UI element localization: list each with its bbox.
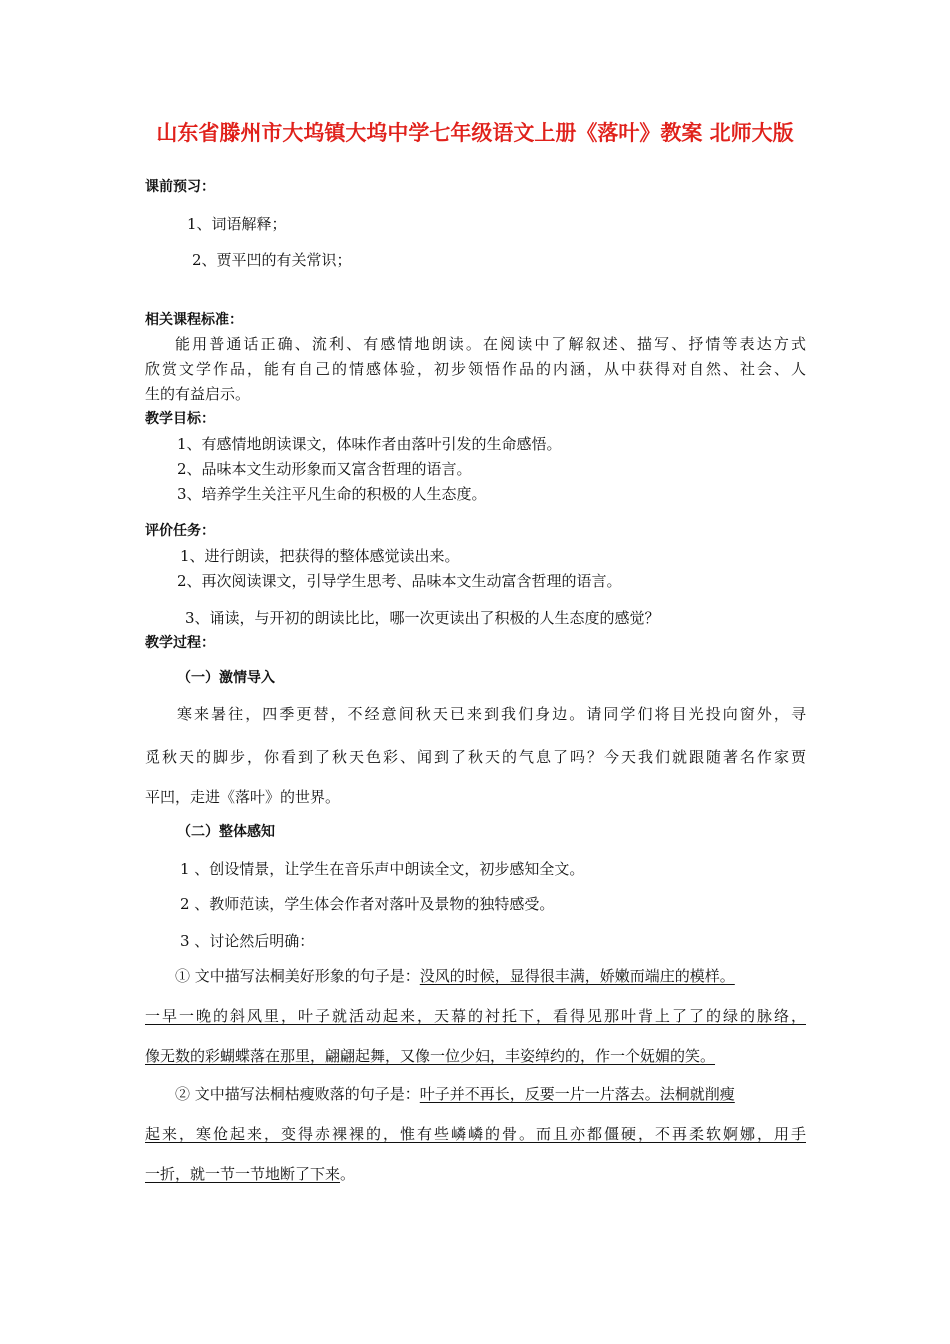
goal-item-2: 2、品味本文生动形象而又富含哲理的语言。 — [177, 460, 472, 478]
standards-line-2: 欣赏文学作品，能有自己的情感体验，初步领悟作品的内涵，从中获得对自然、社会、人 — [145, 360, 806, 378]
preview-item-2: 2、贾平凹的有关常识； — [192, 251, 352, 269]
preview-heading: 课前预习： — [145, 179, 215, 195]
process-heading: 教学过程： — [145, 635, 215, 651]
point2-period: 。 — [340, 1165, 356, 1183]
section2-item-1: 1 、创设情景，让学生在音乐声中朗读全文，初步感知全文。 — [180, 860, 585, 878]
section1-heading: （一）激情导入 — [177, 670, 275, 686]
standards-line-1: 能用普通话正确、流利、有感情地朗读。在阅读中了解叙述、描写、抒情等表达方式 — [175, 335, 806, 353]
goal-item-3: 3、培养学生关注平凡生命的积极的人生态度。 — [177, 485, 487, 503]
section1-line-3: 平凹，走进《落叶》的世界。 — [145, 788, 341, 806]
point2-line-2: 起来，寒伧起来，变得赤裸裸的，惟有些嶙嶙的骨。而且亦都僵硬，不再柔软婀娜，用手 — [145, 1125, 806, 1143]
page-title: 山东省滕州市大坞镇大坞中学七年级语文上册《落叶》教案 北师大版 — [156, 121, 794, 145]
standards-line-3: 生的有益启示。 — [145, 385, 251, 403]
point1-line-3: 像无数的彩蝴蝶落在那里，翩翩起舞，又像一位少妇，丰姿绰约的，作一个妩媚的笑。 — [145, 1047, 716, 1065]
evaluation-item-1: 1、进行朗读，把获得的整体感觉读出来。 — [180, 547, 460, 565]
point1-prefix: ① 文中描写法桐美好形象的句子是： — [175, 967, 420, 985]
point2-line-1 — [175, 1084, 735, 1104]
point1-line-2: 一早一晚的斜风里，叶子就活动起来，天幕的衬托下，看得见那叶背上了了的绿的脉络， — [145, 1007, 806, 1025]
section1-line-1: 寒来暑往，四季更替，不经意间秋天已来到我们身边。请同学们将目光投向窗外，寻 — [177, 705, 806, 723]
evaluation-heading: 评价任务： — [145, 523, 215, 539]
evaluation-item-2: 2、再次阅读课文，引导学生思考、品味本文生动富含哲理的语言。 — [177, 572, 622, 590]
section2-item-3: 3 、讨论然后明确： — [180, 932, 315, 950]
point2-quote-start: 叶子并不再长，反要一片一片落去。法桐就削瘦 — [419, 1085, 735, 1103]
point2-line-3 — [145, 1164, 355, 1184]
point1-quote-start: 没风的时候，显得很丰满，娇嫩而端庄的模样。 — [419, 967, 735, 985]
evaluation-item-3: 3、诵读，与开初的朗读比比，哪一次更读出了积极的人生态度的感觉？ — [185, 609, 660, 627]
section2-item-2: 2 、教师范读，学生体会作者对落叶及景物的独特感受。 — [180, 895, 555, 913]
point1-line-1 — [175, 966, 735, 986]
standards-heading: 相关课程标准： — [145, 312, 243, 328]
goals-heading: 教学目标： — [145, 411, 215, 427]
point2-prefix: ② 文中描写法桐枯瘦败落的句子是： — [175, 1085, 420, 1103]
section2-heading: （二）整体感知 — [177, 824, 275, 840]
point2-quote-end: 一折，就一节一节地断了下来 — [145, 1165, 341, 1183]
section1-line-2: 觅秋天的脚步，你看到了秋天色彩、闻到了秋天的气息了吗？今天我们就跟随著名作家贾 — [145, 748, 806, 766]
goal-item-1: 1、有感情地朗读课文，体味作者由落叶引发的生命感悟。 — [177, 435, 562, 453]
preview-item-1: 1、词语解释； — [187, 215, 287, 233]
